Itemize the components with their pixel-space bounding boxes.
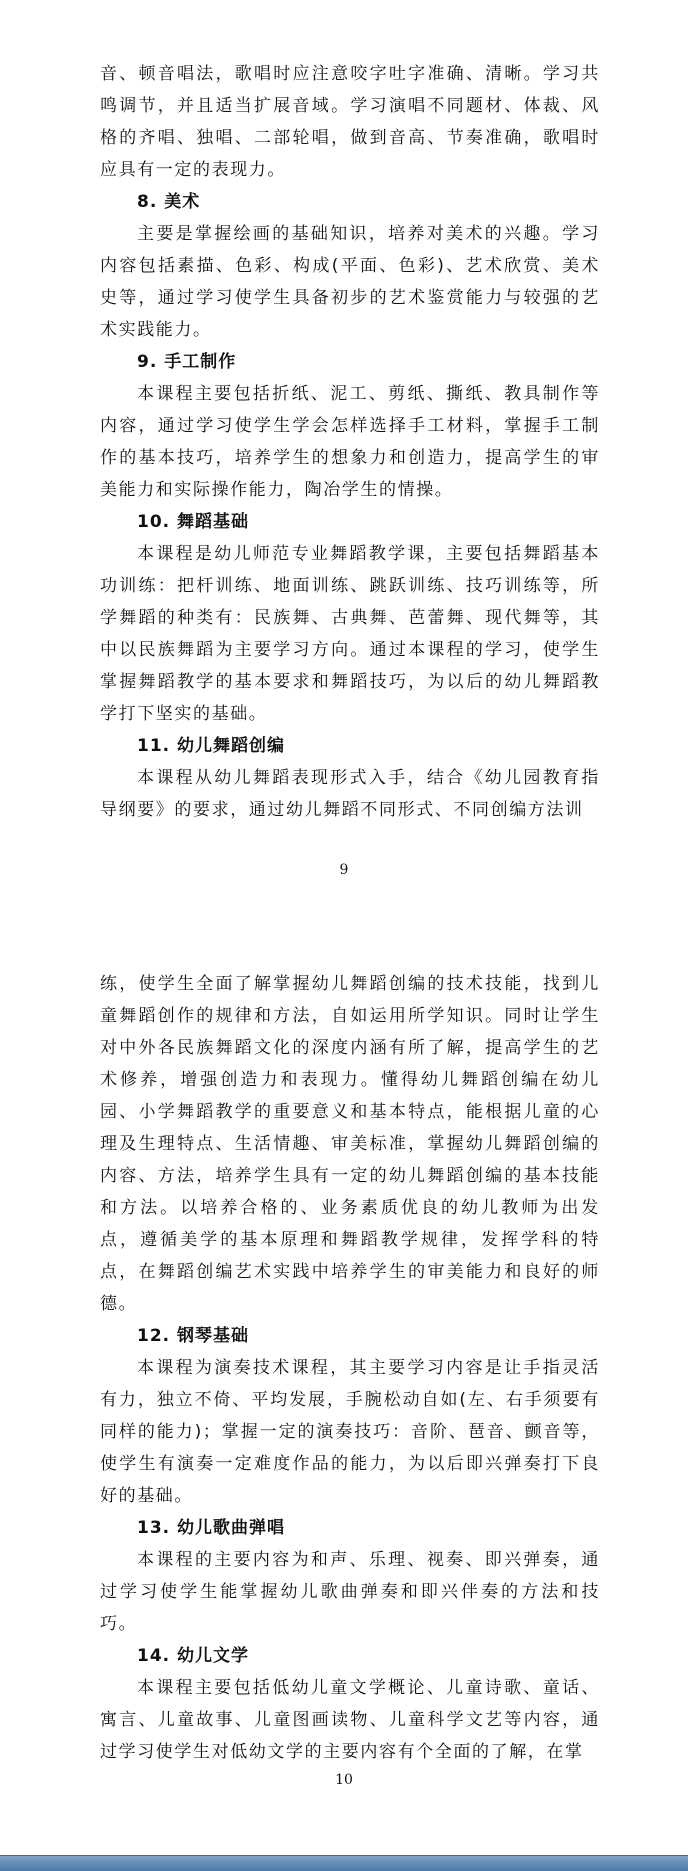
paragraph: 本课程从幼儿舞蹈表现形式入手，结合《幼儿园教育指导纲要》的要求，通过幼儿舞蹈不同形式、不同创编方法训 xyxy=(100,768,600,820)
section-heading-dance-basics: 10. 舞蹈基础 xyxy=(137,512,250,532)
paragraph: 本课程主要包括低幼儿童文学概论、儿童诗歌、童话、寓言、儿童故事、儿童图画读物、儿童科学文艺等内容，通过学习使学生对低幼文学的主要内容有个全面的了解，在掌 xyxy=(100,1678,600,1762)
paragraph: 主要是掌握绘画的基础知识，培养对美术的兴趣。学习内容包括素描、色彩、构成(平面、色彩)、艺术欣赏、美术史等，通过学习使学生具备初步的艺术鉴赏能力与较强的艺术实践能力。 xyxy=(100,224,600,340)
section-heading-handcraft: 9. 手工制作 xyxy=(137,352,237,372)
section-heading-art: 8. 美术 xyxy=(137,192,201,212)
page-number: 9 xyxy=(339,862,349,878)
paragraph: 本课程主要包括折纸、泥工、剪纸、撕纸、教具制作等内容，通过学习使学生学会怎样选择手工材料，掌握手工制作的基本技巧，培养学生的想象力和创造力，提高学生的审美能力和实际操作能力，陶冶学生的情操。 xyxy=(100,384,600,500)
paragraph: 本课程是幼儿师范专业舞蹈教学课，主要包括舞蹈基本功训练：把杆训练、地面训练、跳跃训练、技巧训练等，所学舞蹈的种类有：民族舞、古典舞、芭蕾舞、现代舞等，其中以民族舞蹈为主要学习方向。通过本课程的学习，使学生掌握舞蹈教学的基本要求和舞蹈技巧，为以后的幼儿舞蹈教学打下坚实的基础。 xyxy=(100,544,600,724)
paragraph: 本课程的主要内容为和声、乐理、视奏、即兴弹奏，通过学习使学生能掌握幼儿歌曲弹奏和即兴伴奏的方法和技巧。 xyxy=(100,1550,600,1634)
page-number: 10 xyxy=(335,1772,353,1788)
page-10-body xyxy=(100,968,600,1768)
paragraph: 练，使学生全面了解掌握幼儿舞蹈创编的技术技能，找到儿童舞蹈创作的规律和方法，自如运用所学知识。同时让学生对中外各民族舞蹈文化的深度内涵有所了解，提高学生的艺术修养，增强创造力和表现力。懂得幼儿舞蹈创编在幼儿园、小学舞蹈教学的重要意义和基本特点，能根据儿童的心理及生理特点、生活情趣、审美标准，掌握幼儿舞蹈创编的内容、方法，培养学生具有一定的幼儿舞蹈创编的基本技能和方法。以培养合格的、业务素质优良的幼儿教师为出发点，遵循美学的基本原理和舞蹈教学规律，发挥学科的特点，在舞蹈创编艺术实践中培养学生的审美能力和良好的师德。 xyxy=(100,974,600,1314)
section-heading-child-literature: 14. 幼儿文学 xyxy=(137,1646,250,1666)
document-page-9 xyxy=(0,0,688,905)
window-bottom-bar xyxy=(0,1855,688,1871)
paragraph: 音、顿音唱法，歌唱时应注意咬字吐字准确、清晰。学习共鸣调节，并且适当扩展音域。学习演唱不同题材、体裁、风格的齐唱、独唱、二部轮唱，做到音高、节奏准确，歌唱时应具有一定的表现力。 xyxy=(100,64,600,180)
section-heading-piano-basics: 12. 钢琴基础 xyxy=(137,1326,250,1346)
paragraph: 本课程为演奏技术课程，其主要学习内容是让手指灵活有力，独立不倚、平均发展，手腕松动自如(左、右手须要有同样的能力)；掌握一定的演奏技巧：音阶、琶音、颤音等，使学生有演奏一定难度作品的能力，为以后即兴弹奏打下良好的基础。 xyxy=(100,1358,600,1506)
section-heading-child-dance-choreography: 11. 幼儿舞蹈创编 xyxy=(137,736,286,756)
page-9-body xyxy=(100,58,600,826)
section-heading-child-song-accompaniment: 13. 幼儿歌曲弹唱 xyxy=(137,1518,286,1538)
